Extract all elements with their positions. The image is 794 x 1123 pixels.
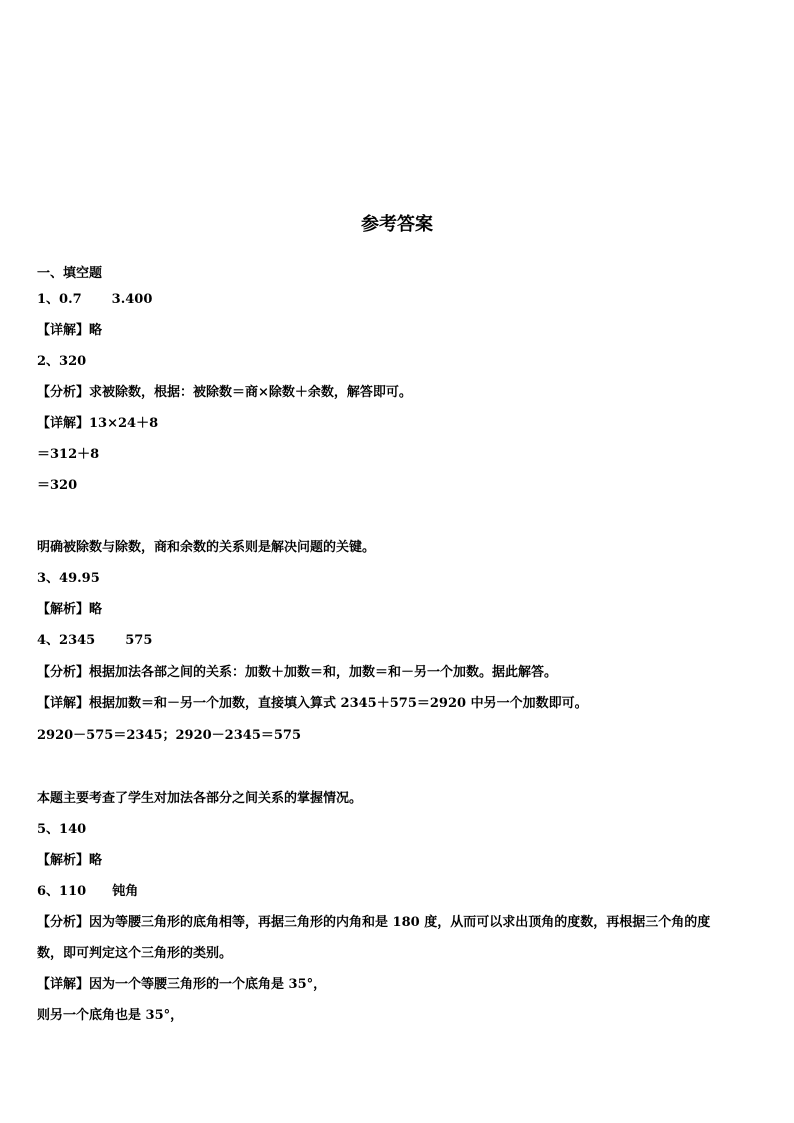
q2-answer: 2、320 [37,354,87,369]
detail-text: 根据加数＝和－另一个加数，直接填入算式 2345＋575＝2920 中另一个加数即可。 [89,696,588,711]
q2-detail [37,415,757,433]
q4-summary: 本题主要考查了学生对加法各部分之间关系的掌握情况。 [37,791,363,806]
detail-tag: 【解析】 [37,602,90,617]
q6-answer [37,883,757,901]
detail-tag: 【解析】 [37,853,90,868]
detail-text: 略 [89,853,103,868]
section-heading: 一、填空题 [37,266,103,281]
q3-detail [37,601,757,619]
detail-tag: 【详解】 [37,977,90,992]
q6-number: 6、110 [37,884,87,899]
analysis-text: 根据加法各部之间的关系：加数＋加数＝和，加数＝和－另一个加数。据此解答。 [89,665,558,680]
q2-step1: ＝312＋8 [37,447,100,462]
q1-detail [37,322,757,340]
detail-tag: 【详解】 [37,323,90,338]
q1-answer [37,291,757,309]
q2-step2: ＝320 [37,478,78,493]
q6-detail [37,976,757,994]
q6-analysis [37,914,757,932]
detail-text: 因为一个等腰三角形的一个底角是 35°， [89,977,327,992]
q4-number: 4、2345 [37,633,96,648]
q6-analysis-cont: 数，即可判定这个三角形的类别。 [37,946,233,961]
q4-calc: 2920－575＝2345；2920－2345＝575 [37,728,301,743]
detail-text: 略 [89,602,103,617]
q5-answer: 5、140 [37,822,87,837]
page-title: 参考答案 [361,214,433,235]
q4-answer [37,632,757,650]
q4-detail [37,695,757,713]
detail-text: 略 [89,323,103,338]
q4-value: 575 [125,633,153,648]
analysis-tag: 【分析】 [37,665,90,680]
q6-step1: 则另一个底角也是 35°， [37,1008,184,1023]
q2-analysis [37,384,757,402]
q1-number: 1、0.7 [37,292,82,307]
q6-value: 钝角 [112,884,139,899]
detail-tag: 【详解】 [37,696,90,711]
analysis-text: 因为等腰三角形的底角相等，再据三角形的内角和是 180 度，从而可以求出顶角的度数，再根据三个角的度 [89,915,711,930]
q4-analysis [37,664,757,682]
q1-value: 3.400 [111,292,153,307]
q3-answer: 3、49.95 [37,571,100,586]
detail-text: 13×24＋8 [89,416,159,431]
detail-tag: 【详解】 [37,416,90,431]
q5-detail [37,852,757,870]
analysis-text: 求被除数，根据：被除数＝商×除数＋余数，解答即可。 [89,385,412,400]
analysis-tag: 【分析】 [37,915,90,930]
analysis-tag: 【分析】 [37,385,90,400]
q2-summary: 明确被除数与除数，商和余数的关系则是解决问题的关键。 [37,540,376,555]
